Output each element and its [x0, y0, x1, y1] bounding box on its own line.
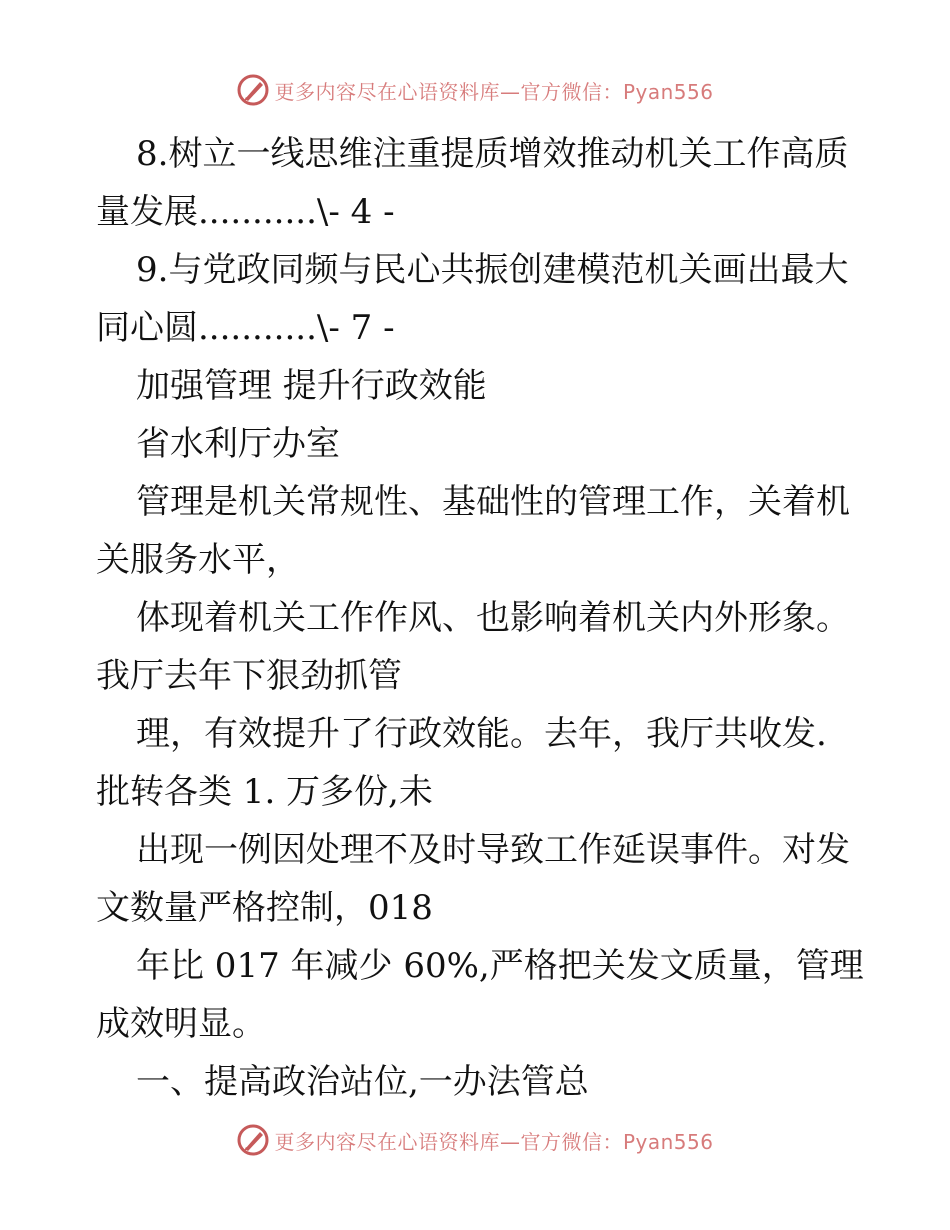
- paragraph-4-line1: 出现一例因处理不及时导致工作延误事件。对发: [136, 830, 850, 870]
- toc-item-8: [96, 125, 856, 241]
- paragraph-4-line2: 文数量严格控制，018: [96, 888, 433, 928]
- watermark-text: 更多内容尽在心语资料库—官方微信：Pyan556: [274, 79, 714, 104]
- paragraph-4: [96, 821, 856, 937]
- article-title: [96, 357, 856, 415]
- footer-watermark: [0, 1120, 950, 1160]
- paragraph-2-line2: 我厅去年下狠劲抓管: [96, 656, 402, 696]
- paragraph-3-line1: 理，有效提升了行政效能。去年，我厅共收发.: [136, 714, 827, 754]
- quill-pen-logo-icon: [236, 73, 270, 107]
- toc-item-8-line2: 量发展...........\- 4 -: [96, 192, 395, 232]
- quill-pen-logo-icon: [236, 1123, 270, 1157]
- paragraph-3-line2: 批转各类 1. 万多份,未: [96, 772, 433, 812]
- section-heading: [96, 1053, 856, 1111]
- watermark-text: 更多内容尽在心语资料库—官方微信：Pyan556: [274, 1129, 714, 1154]
- header-watermark: [0, 70, 950, 110]
- article-author: [96, 415, 856, 473]
- article-title-text: 加强管理 提升行政效能: [136, 366, 487, 406]
- paragraph-2-line1: 体现着机关工作作风、也影响着机关内外形象。: [136, 598, 850, 638]
- paragraph-5: [96, 937, 864, 1053]
- article-author-text: 省水利厅办室: [136, 424, 340, 464]
- paragraph-3: [96, 705, 856, 821]
- paragraph-2: [96, 589, 856, 705]
- paragraph-5-line2: 成效明显。: [96, 1004, 266, 1044]
- paragraph-1-line1: 管理是机关常规性、基础性的管理工作，关着机: [136, 482, 850, 522]
- paragraph-1: [96, 473, 856, 589]
- paragraph-1-line2: 关服务水平，: [96, 540, 300, 580]
- toc-item-9: [96, 241, 856, 357]
- paragraph-5-line1: 年比 017 年减少 60%,严格把关发文质量，管理: [136, 946, 864, 986]
- toc-item-8-line1: 8.树立一线思维注重提质增效推动机关工作高质: [136, 134, 849, 174]
- toc-item-9-line2: 同心圆...........\- 7 -: [96, 308, 395, 348]
- section-heading-text: 一、提高政治站位,一办法管总: [136, 1062, 589, 1102]
- toc-item-9-line1: 9.与党政同频与民心共振创建模范机关画出最大: [136, 250, 849, 290]
